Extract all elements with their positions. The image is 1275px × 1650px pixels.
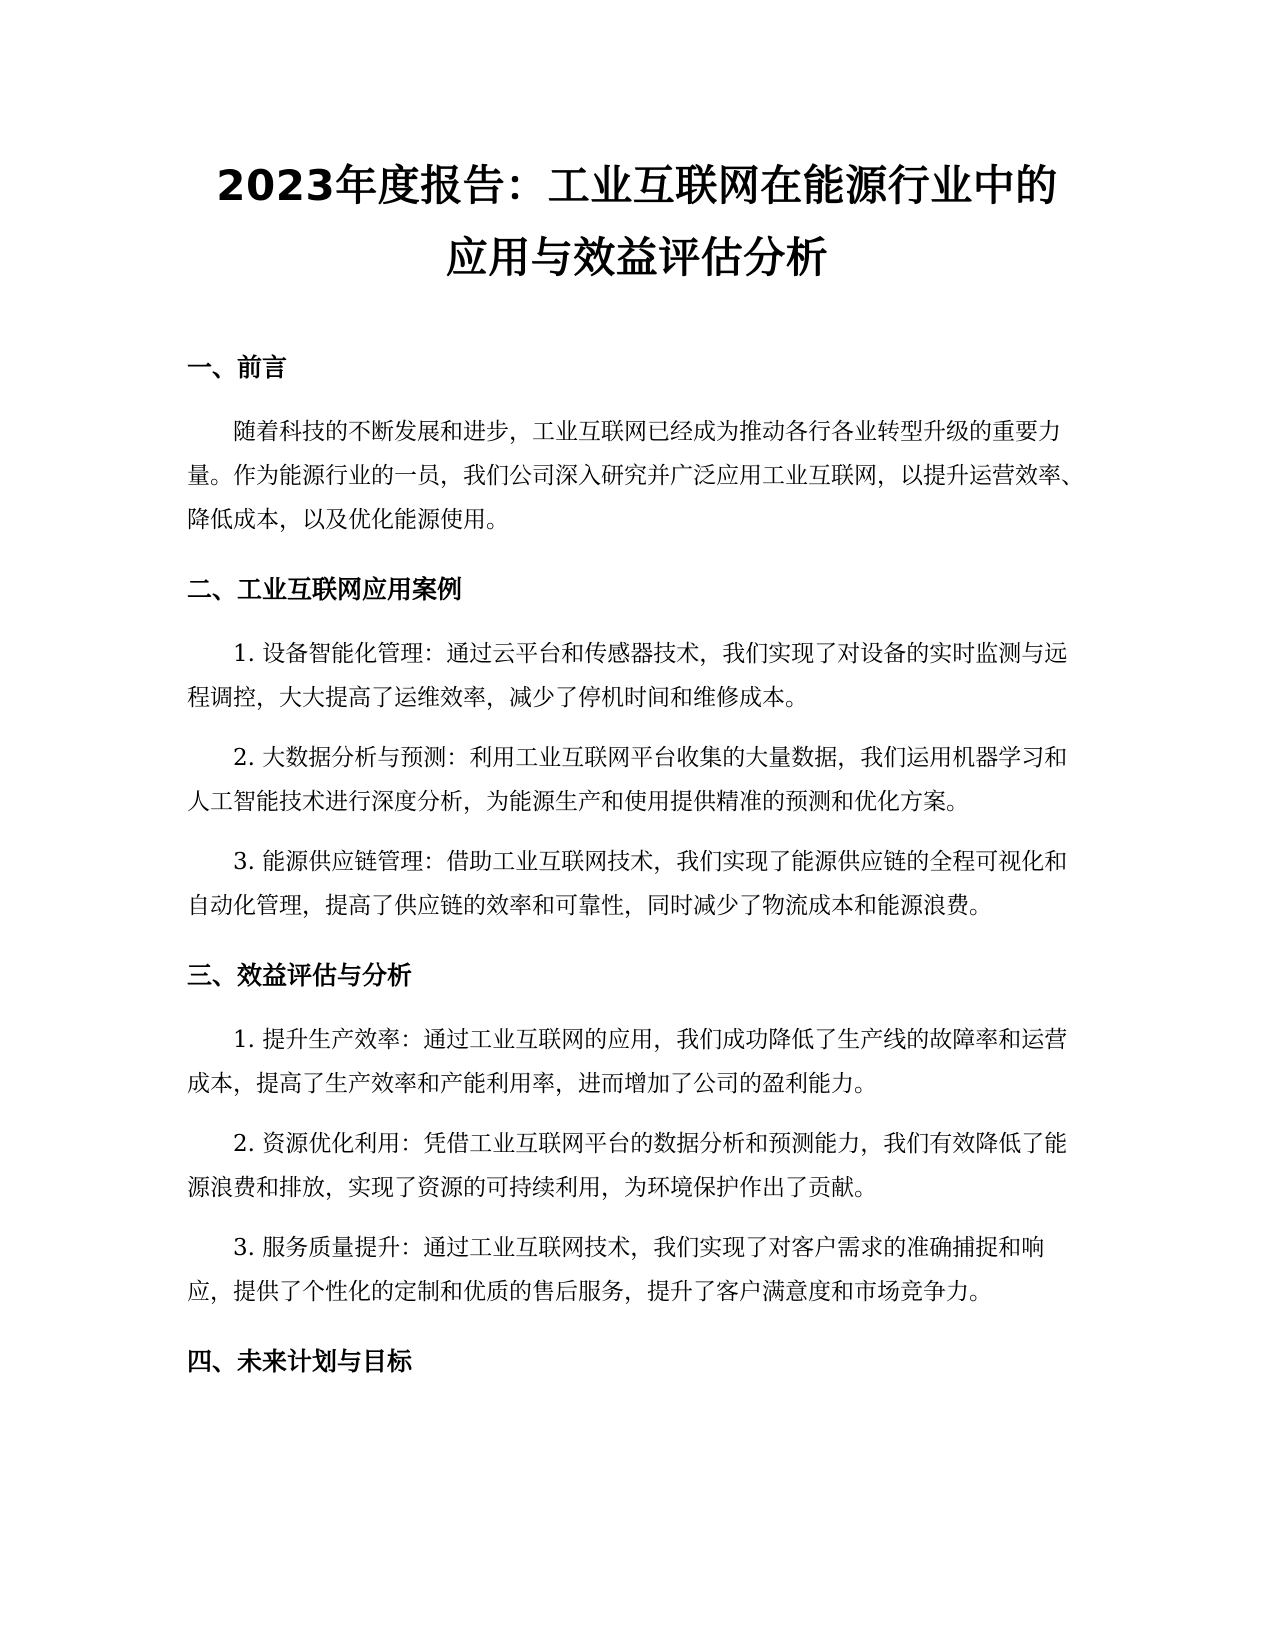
document-title [187,150,1087,294]
title-line-2: 应用与效益评估分析 [445,233,829,282]
use-case-paragraph-1: 1. 设备智能化管理：通过云平台和传感器技术，我们实现了对设备的实时监测与远程调控，大大提高了运维效率，减少了停机时间和维修成本。 [187,641,1068,711]
section-heading-future-plans: 四、未来计划与目标 [187,1347,413,1376]
benefit-paragraph-2: 2. 资源优化利用：凭借工业互联网平台的数据分析和预测能力，我们有效降低了能源浪费和排放，实现了资源的可持续利用，为环境保护作出了贡献。 [187,1131,1068,1201]
title-line-1: 2023年度报告：工业互联网在能源行业中的 [216,161,1058,210]
benefit-paragraph-1: 1. 提升生产效率：通过工业互联网的应用，我们成功降低了生产线的故障率和运营成本，提高了生产效率和产能利用率，进而增加了公司的盈利能力。 [187,1027,1068,1097]
benefit-paragraph-3: 3. 服务质量提升：通过工业互联网技术，我们实现了对客户需求的准确捕捉和响应，提供了个性化的定制和优质的售后服务，提升了客户满意度和市场竞争力。 [187,1235,1045,1305]
section-heading-preface: 一、前言 [187,353,288,382]
use-case-paragraph-2: 2. 大数据分析与预测：利用工业互联网平台收集的大量数据，我们运用机器学习和人工智能技术进行深度分析，为能源生产和使用提供精准的预测和优化方案。 [187,745,1068,815]
use-case-paragraph-3: 3. 能源供应链管理：借助工业互联网技术，我们实现了能源供应链的全程可视化和自动化管理，提高了供应链的效率和可靠性，同时减少了物流成本和能源浪费。 [187,849,1068,919]
preface-paragraph: 随着科技的不断发展和进步，工业互联网已经成为推动各行各业转型升级的重要力量。作为能源行业的一员，我们公司深入研究并广泛应用工业互联网，以提升运营效率、降低成本，以及优化能源使用。 [187,419,1084,533]
document-body [187,150,1087,1380]
section-heading-use-cases: 二、工业互联网应用案例 [187,575,463,604]
section-heading-benefits: 三、效益评估与分析 [187,961,413,990]
